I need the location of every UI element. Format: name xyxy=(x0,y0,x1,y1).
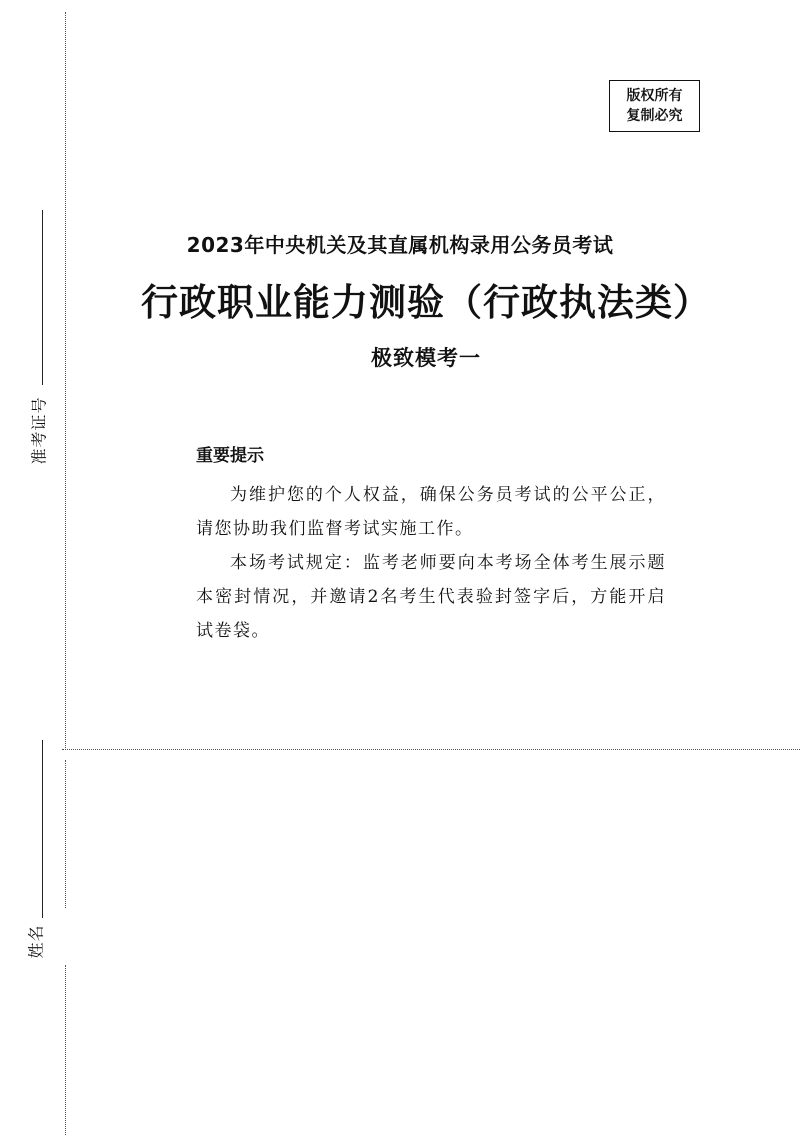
copyright-box xyxy=(609,80,700,132)
exam-name: 2023年中央机关及其直属机构录用公务员考试 xyxy=(186,233,614,257)
binding-margin-dotted-line-bottom xyxy=(65,965,66,1135)
name-label: 姓名 xyxy=(26,924,46,959)
binding-margin-dotted-line-middle xyxy=(65,760,66,908)
binding-margin-dotted-line-horizontal xyxy=(62,749,800,750)
notice-heading: 重要提示 xyxy=(196,446,264,466)
notice-paragraph-2: 本场考试规定：监考老师要向本考场全体考生展示题本密封情况，并邀请2名考生代表验封签字后，方能开启试卷袋。 xyxy=(196,553,666,641)
name-write-line xyxy=(42,740,43,918)
binding-margin-dotted-line-top xyxy=(65,12,66,750)
copyright-line-2: 复制必究 xyxy=(626,108,683,124)
page-title: 行政职业能力测验（行政执法类） xyxy=(141,280,711,324)
admission-number-label: 准考证号 xyxy=(29,396,49,465)
page-subtitle: 极致模考一 xyxy=(371,346,481,370)
copyright-line-1: 版权所有 xyxy=(626,88,683,104)
notice-paragraph-1: 为维护您的个人权益，确保公务员考试的公平公正，请您协助我们监督考试实施工作。 xyxy=(196,485,666,539)
